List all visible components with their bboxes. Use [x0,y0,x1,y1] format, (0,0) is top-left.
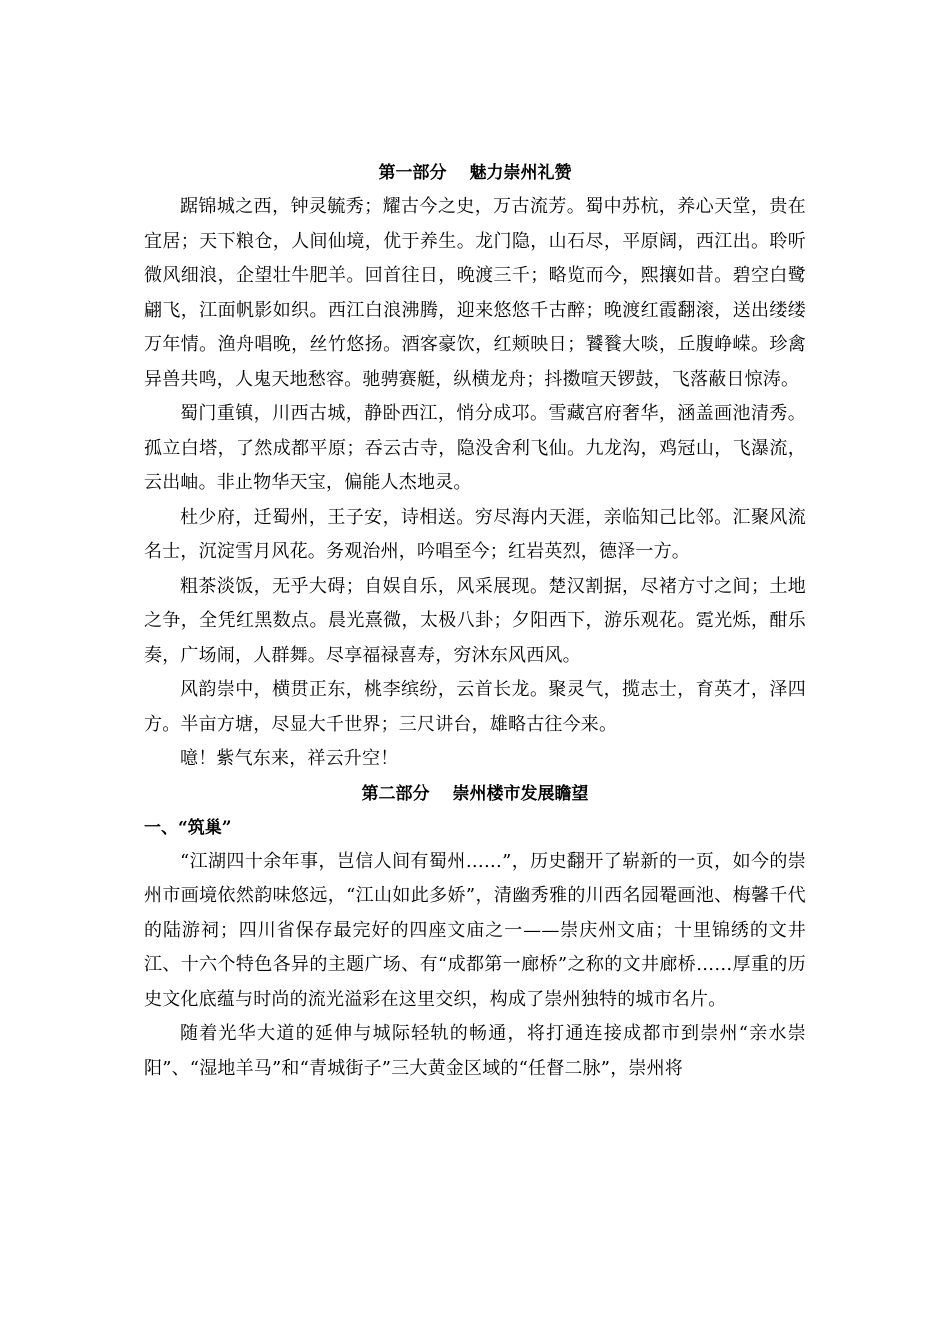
part1-heading: 第一部分 魅力崇州礼赞 [378,163,572,183]
part2-paragraph-1: “江湖四十余年事，岂信人间有蜀州……”，历史翻开了崭新的一页，如今的崇州市画境依然韵味悠远，“江山如此多娇”，清幽秀雅的川西名园罨画池、梅馨千代的陆游祠；四川省保存最完好的四座文庙之一——崇庆州文庙；十里锦绣的文井江、十六个特色各异的主题广场、有“成都第一廊桥”之称的文井廊桥……厚重的历史文化底蕴与时尚的流光溢彩在这里交织，构成了崇州独特的城市名片。 [144,850,806,1010]
part1-paragraph-3: 杜少府，迁蜀州，王子安，诗相送。穷尽海内天涯，亲临知己比邻。汇聚风流名士，沉淀雪月风花。务观治州，吟唱至今；红岩英烈，德泽一方。 [144,506,806,562]
section-title-zhuchao: 一、“筑巢” [144,817,232,838]
document-body [144,156,806,1086]
part1-paragraph-2: 蜀门重镇，川西古城，静卧西江，悄分成邛。雪藏宫府奢华，涵盖画池清秀。孤立白塔，了然成都平原；吞云古寺，隐没舍利飞仙。九龙沟，鸡冠山，飞瀑流，云出岫。非止物华天宝，偏能人杰地灵。 [144,403,806,493]
part1-paragraph-6: 噫！紫气东来，祥云升空！ [180,748,399,769]
part1-paragraph-4: 粗茶淡饭，无乎大碍；自娱自乐，风采展现。楚汉割据，尽褚方寸之间；土地之争，全凭红黑数点。晨光熹微，太极八卦；夕阳西下，游乐观花。霓光烁，酣乐奏，广场闹，人群舞。尽享福禄喜寿，穷沐东风西风。 [144,575,806,666]
part2-paragraph-2: 随着光华大道的延伸与城际轻轨的畅通，将打通连接成都市到崇州“亲水崇阳”、“湿地羊马”和“青城街子”三大黄金区域的“任督二脉”，崇州将 [144,1023,806,1079]
part1-paragraph-1: 踞锦城之西，钟灵毓秀；耀古今之史，万古流芳。蜀中苏杭，养心天堂，贵在宜居；天下粮仓，人间仙境，优于养生。龙门隐，山石尽，平原阔，西江出。聆听微风细浪，企望壮牛肥羊。回首往日，晚渡三千；略览而今，熙攘如昔。碧空白鹭翩飞，江面帆影如织。西江白浪沸腾，迎来悠悠千古醉；晚渡红霞翻滚，送出缕缕万年情。渔舟唱晚，丝竹悠扬。酒客豪饮，红颊映日；饕餮大啖，丘腹峥嵘。珍禽异兽共鸣，人鬼天地愁容。驰骋赛艇，纵横龙舟；抖擞喧天锣鼓，飞落蔽日惊涛。 [144,196,806,390]
part2-heading: 第二部分 崇州楼市发展瞻望 [361,783,589,804]
part1-paragraph-5: 风韵崇中，横贯正东，桃李缤纷，云首长龙。聚灵气，揽志士，育英才，泽四方。半亩方塘，尽显大千世界；三尺讲台，雄略古往今来。 [144,679,806,735]
